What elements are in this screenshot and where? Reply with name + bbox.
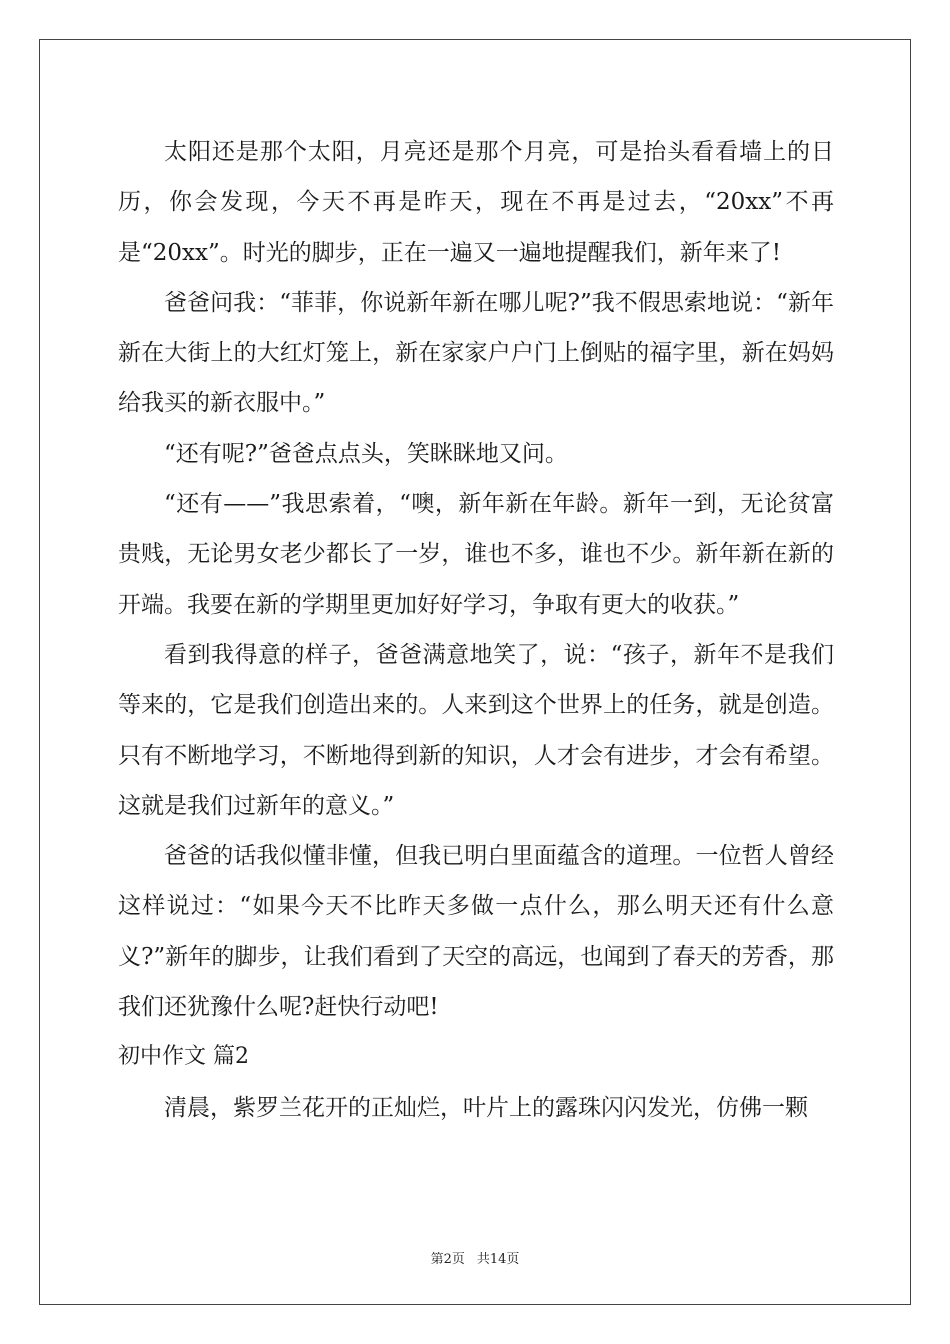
paragraph-5: 看到我得意的样子，爸爸满意地笑了，说：“孩子，新年不是我们等来的，它是我们创造出来的。人来到这个世界上的任务，就是创造。只有不断地学习，不断地得到新的知识，人才会有进步，才会有希望。这就是我们过新年的意义。” [118, 641, 834, 819]
page-footer [0, 1248, 950, 1267]
page-number: 第2页 [430, 1252, 465, 1267]
paragraph-1: 太阳还是那个太阳，月亮还是那个月亮，可是抬头看看墙上的日历，你会发现，今天不再是昨天，现在不再是过去，“20xx”不再是“20xx”。时光的脚步，正在一遍又一遍地提醒我们，新年来了! [118, 139, 834, 266]
document-body [118, 127, 834, 1133]
page-total: 共14页 [476, 1252, 520, 1267]
paragraph-6: 爸爸的话我似懂非懂，但我已明白里面蕴含的道理。一位哲人曾经这样说过：“如果今天不比昨天多做一点什么，那么明天还有什么意义?”新年的脚步，让我们看到了天空的高远，也闻到了春天的芳香，那我们还犹豫什么呢?赶快行动吧! [118, 843, 834, 1021]
paragraph-7: 清晨，紫罗兰花开的正灿烂，叶片上的露珠闪闪发光，仿佛一颗 [164, 1094, 808, 1121]
paragraph-4: “还有——”我思索着，“噢，新年新在年龄。新年一到，无论贫富贵贱，无论男女老少都长了一岁，谁也不多，谁也不少。新年新在新的开端。我要在新的学期里更加好好学习，争取有更大的收获。” [118, 491, 834, 618]
paragraph-2: 爸爸问我：“菲菲，你说新年新在哪儿呢?”我不假思索地说：“新年新在大街上的大红灯笼上，新在家家户户门上倒贴的福字里，新在妈妈给我买的新衣服中。” [118, 289, 834, 417]
paragraph-3: “还有呢?”爸爸点点头，笑眯眯地又问。 [164, 440, 568, 467]
section-heading: 初中作文 篇2 [118, 1044, 249, 1070]
